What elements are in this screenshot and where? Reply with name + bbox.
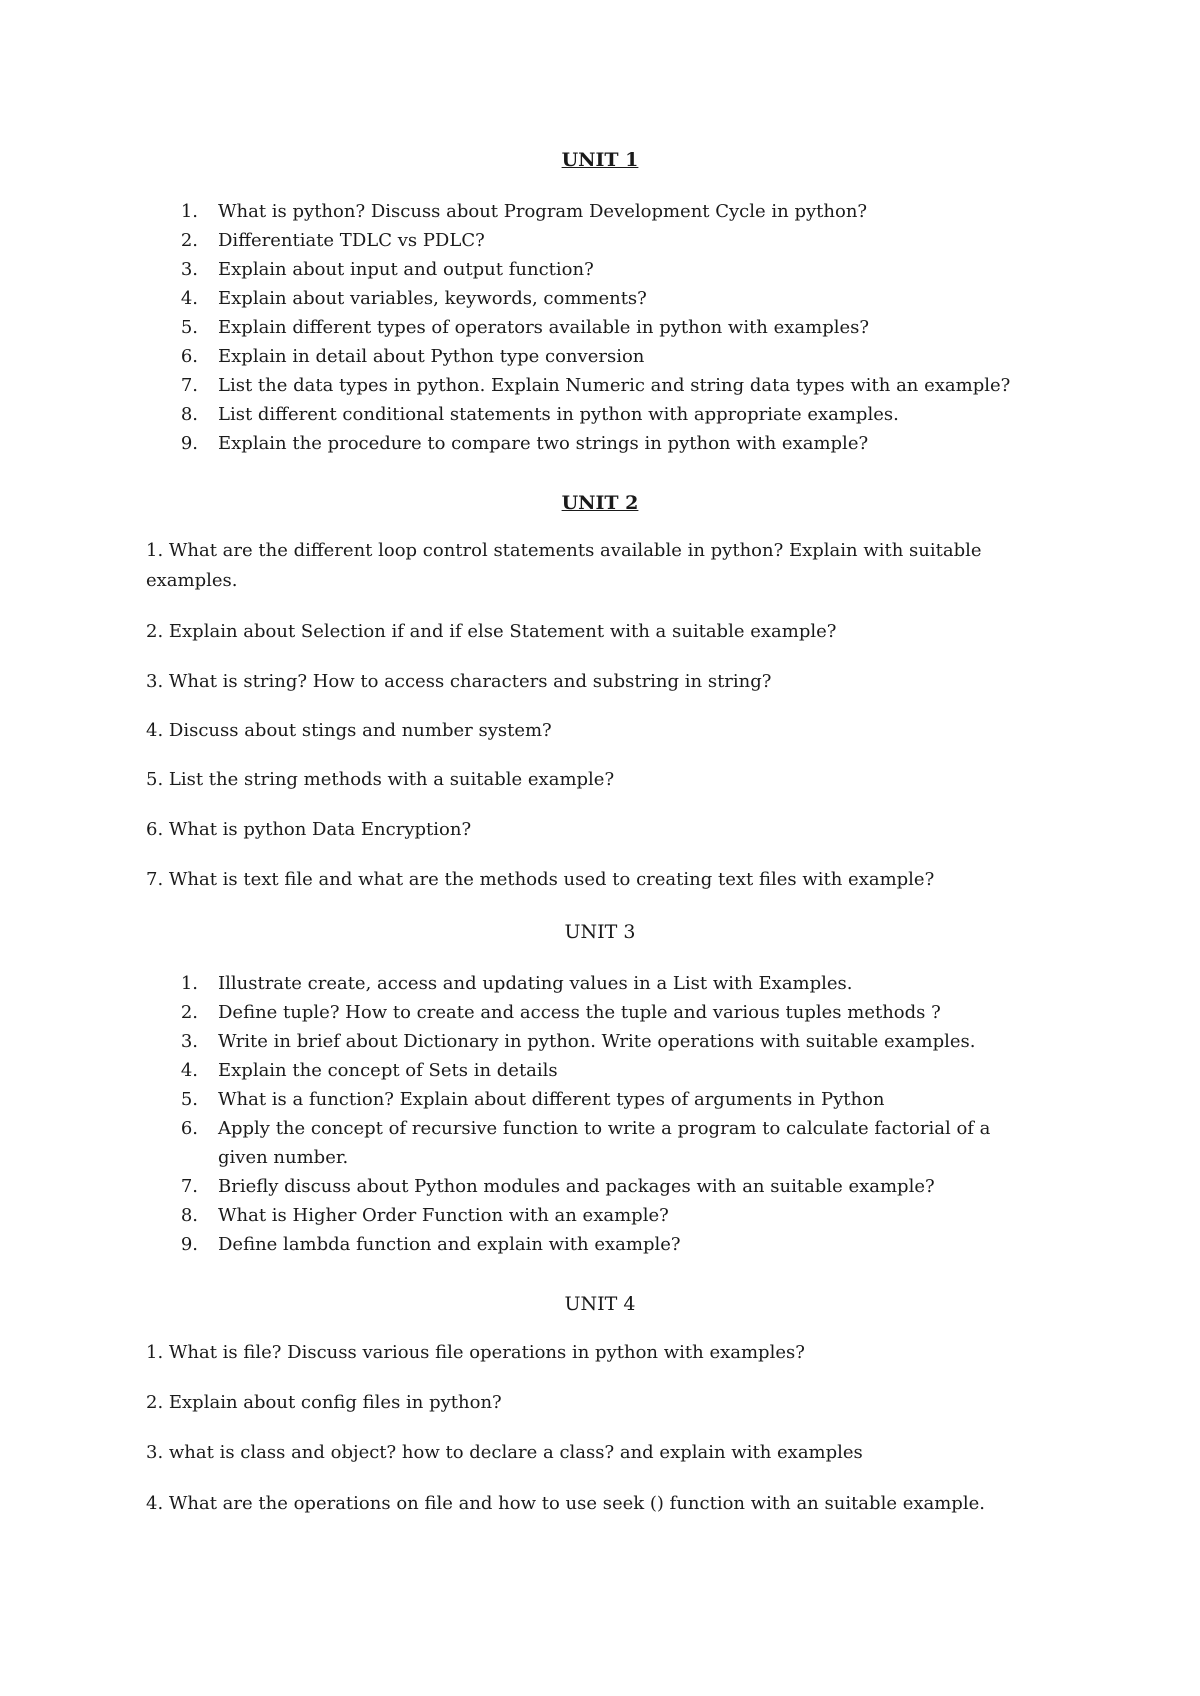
unit4-question: 4. What are the operations on file and how to use seek () function with an suitable example. xyxy=(146,1493,985,1514)
list-item: 6. Apply the concept of recursive function to write a program to calculate factorial of a given number. xyxy=(180,1118,991,1168)
list-item: 5. Explain different types of operators available in python with examples? xyxy=(180,317,870,338)
list-item: 7. List the data types in python. Explain Numeric and string data types with an example? xyxy=(180,375,1011,396)
list-item: 3. Explain about input and output function? xyxy=(180,259,594,280)
list-item: 9. Explain the procedure to compare two strings in python with example? xyxy=(180,433,869,454)
list-item: 3. Write in brief about Dictionary in python. Write operations with suitable examples. xyxy=(180,1031,976,1052)
list-item: 8. What is Higher Order Function with an example? xyxy=(180,1205,669,1226)
unit1-heading: UNIT 1 xyxy=(561,149,639,171)
list-item: 4. Explain the concept of Sets in details xyxy=(180,1060,558,1081)
list-item: 2. Differentiate TDLC vs PDLC? xyxy=(180,230,485,251)
unit3-heading: UNIT 3 xyxy=(564,921,636,943)
unit3-list xyxy=(0,969,1200,1259)
list-item: 8. List different conditional statements in python with appropriate examples. xyxy=(180,404,899,425)
list-item: 5. What is a function? Explain about different types of arguments in Python xyxy=(180,1089,885,1110)
list-item: 1. What is python? Discuss about Program Development Cycle in python? xyxy=(180,201,868,222)
unit2-question: 2. Explain about Selection if and if else Statement with a suitable example? xyxy=(146,621,837,642)
unit4-heading: UNIT 4 xyxy=(564,1293,636,1315)
list-item: 4. Explain about variables, keywords, comments? xyxy=(180,288,647,309)
unit2-heading: UNIT 2 xyxy=(561,492,639,514)
unit2-question: 1. What are the different loop control statements available in python? Explain with suitable examples. xyxy=(146,540,982,591)
unit1-list xyxy=(0,197,1200,458)
list-item: 9. Define lambda function and explain with example? xyxy=(180,1234,681,1255)
unit2-question: 3. What is string? How to access characters and substring in string? xyxy=(146,671,772,692)
list-item: 2. Define tuple? How to create and access the tuple and various tuples methods ? xyxy=(180,1002,941,1023)
list-item: 6. Explain in detail about Python type conversion xyxy=(180,346,645,367)
unit2-question: 5. List the string methods with a suitable example? xyxy=(146,769,615,790)
list-item: 1. Illustrate create, access and updating values in a List with Examples. xyxy=(180,973,853,994)
unit2-question: 4. Discuss about stings and number system? xyxy=(146,720,552,741)
unit4-question: 1. What is file? Discuss various file operations in python with examples? xyxy=(146,1342,805,1363)
unit4-question: 2. Explain about config files in python? xyxy=(146,1392,502,1413)
unit2-question: 7. What is text file and what are the methods used to creating text files with example? xyxy=(146,869,935,890)
unit2-question: 6. What is python Data Encryption? xyxy=(146,819,472,840)
unit4-question: 3. what is class and object? how to declare a class? and explain with examples xyxy=(146,1442,863,1463)
list-item: 7. Briefly discuss about Python modules and packages with an suitable example? xyxy=(180,1176,935,1197)
